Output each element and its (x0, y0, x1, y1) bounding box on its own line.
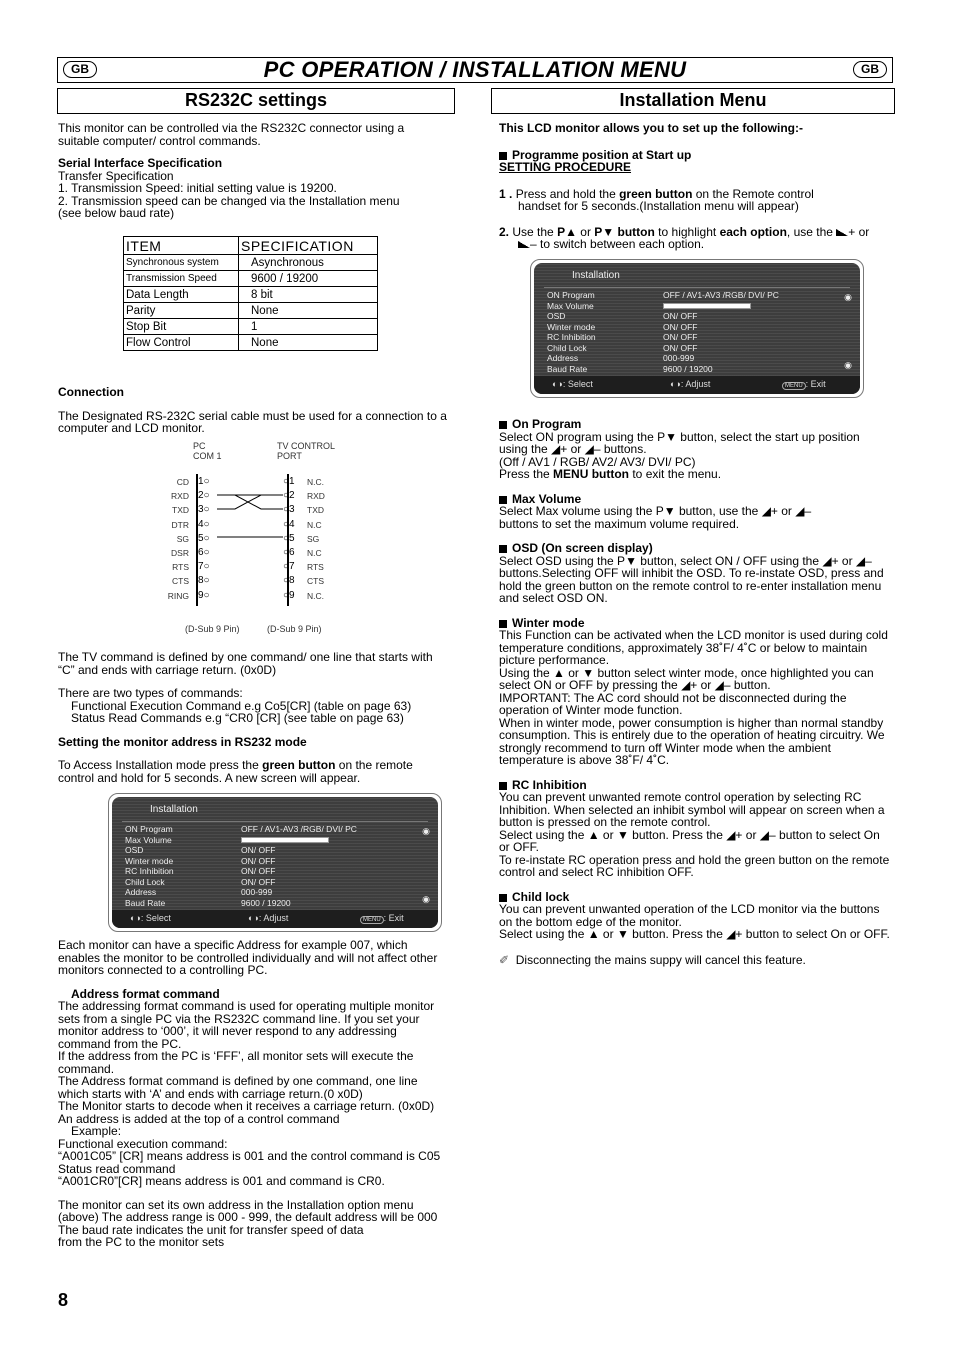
bullet-square-icon (499, 152, 507, 160)
rc-line: To re-instate RC operation press and hold the green button on the remote control and select RC inhibition OFF. (499, 852, 890, 879)
child-line: You can prevent unwanted operation of the LCD monitor via the buttons on the bottom edge of the monitor. (499, 902, 880, 929)
on-program-line: (Off / AV1 / RGB/ AV2/ AV3/ DVI/ PC) (499, 454, 696, 469)
osd-footer (112, 910, 438, 928)
address-format-title: Address format command (71, 986, 220, 1001)
pc-pin-row (165, 561, 219, 575)
adjust-icon: ◐◑ (670, 379, 681, 389)
command-type-1: Functional Execution Command e.g Co5[CR] (table on page 63) (71, 698, 412, 713)
pc-pin-row (165, 476, 219, 490)
osd-adjust-hint (248, 913, 288, 923)
winter-line: When in winter mode, power consumption is higher than normal standby consumption. This is entirely due to the operation of heating circuitry. We strongly recommend to turn off Winter mode when the ambient temperature is above 38˚F/ 4˚C. (499, 715, 885, 767)
osd-row-label: OSD (125, 845, 144, 855)
gb-badge-right: GB (853, 61, 887, 78)
osd-select-hint (552, 379, 593, 389)
menu-key-icon: MENU (782, 382, 806, 390)
pin-name: RXD (171, 491, 189, 502)
osd-row-label: RC Inhibition (547, 332, 596, 342)
osd-row-label: Winter mode (125, 855, 174, 866)
pc-pin-list (165, 476, 219, 604)
osd-footer (534, 376, 860, 394)
pin-name: RING (167, 590, 189, 601)
osd-menu-row (547, 322, 857, 333)
table-row (124, 287, 378, 303)
osd-row-label: Winter mode (547, 321, 596, 332)
adjust-label: : Adjust (258, 913, 289, 923)
pin-number: ○1 (283, 476, 295, 487)
tv-pin-row (283, 590, 343, 604)
osd-row-value: ON/ OFF (663, 311, 698, 321)
right-intro: This LCD monitor allows you to set up the following:- (499, 121, 803, 135)
pc-pin-row (165, 490, 219, 504)
pc-pin-row (165, 547, 219, 561)
pin-number: 8○ (198, 575, 210, 587)
rc-line: Select using the ▲ or ▼ button. Press the ◢+ or ◢– button to select On or OFF. (499, 827, 880, 854)
select-icon: ◐◑ (130, 913, 141, 923)
wire-cross-b (217, 495, 283, 509)
two-types-text: There are two types of commands: (58, 686, 243, 700)
step-2-p-down: P▼ (594, 224, 615, 239)
example-line: Status read command (58, 1161, 176, 1176)
step-2-b: to highlight (654, 224, 720, 239)
installation-osd-right (530, 259, 864, 398)
spec-value: 9600 / 19200 (239, 271, 378, 287)
tv-dsub-label: (D-Sub 9 Pin) (267, 624, 322, 634)
wiring-diagram (165, 441, 345, 637)
osd-menu-row (547, 332, 857, 343)
spec-table (123, 236, 378, 351)
serial-line: 2. Transmission speed can be changed via the Installation menu (58, 193, 400, 208)
osd-title: Installation (150, 804, 198, 815)
pc-label: PC (193, 441, 206, 451)
step-1-post: on the Remote control (692, 186, 814, 201)
page-header (57, 57, 893, 83)
osd-row-value: ON/ OFF (663, 332, 698, 342)
osd-row-label: Address (547, 353, 579, 363)
bullet-square-icon (499, 894, 507, 902)
osd-row-value: ON/ OFF (663, 342, 698, 353)
pin-name: RXD (307, 491, 325, 502)
osd-down-icon: ◉ (844, 360, 852, 370)
osd-divider (544, 287, 850, 288)
rc-title-text: RC Inhibition (512, 777, 587, 792)
winter-line: This Function can be activated when the LCD monitor is used during cold temperature conditions, approximately 38˚F/ 4˚C or below to maintain picture performance. (499, 628, 888, 667)
osd-divider (122, 821, 428, 822)
volume-icon (518, 241, 530, 248)
osd-menu-row (547, 364, 857, 375)
spec-header-item: ITEM (124, 237, 239, 255)
step-1-num: 1 . (499, 186, 513, 201)
com1-label: COM 1 (193, 451, 222, 461)
closing-line: The monitor can set its own address in the Installation option menu (above) The address range is 000 - 999, the default address will be 000 (58, 1197, 438, 1224)
pin-name: TXD (172, 505, 189, 516)
spec-value: 1 (239, 319, 378, 335)
installation-menu-heading: Installation Menu (491, 88, 895, 114)
table-row (124, 303, 378, 319)
osd-row-value: ON/ OFF (241, 876, 276, 887)
spec-value: None (239, 335, 378, 351)
pc-pin-row (165, 533, 219, 547)
step-2-plus: + or (848, 224, 870, 239)
tv-pin-row (283, 519, 343, 533)
pin-name: DSR (171, 547, 189, 558)
osd-menu-row (125, 898, 435, 909)
osd-exit-hint (782, 379, 826, 389)
bullet-square-icon (499, 620, 507, 628)
closing-line: from the PC to the monitor sets (58, 1235, 225, 1249)
osd-section-text: Select OSD using the P▼ button, select ON / OFF using the ◢+ or ◢– buttons.Selecting OFF will inhibit the OSD. To re-instate OSD, press and hold the green button on the remote control to re-enter installation menu and select OSD ON. (499, 553, 884, 605)
step-2-or: or (576, 224, 595, 239)
winter-line: Using the ▲ or ▼ button select winter mode, once highlighted you can select ON or OFF by pressing the ◢+ or ◢– button. (499, 665, 874, 692)
setting-procedure: SETTING PROCEDURE (499, 160, 632, 174)
osd-menu-row (125, 856, 435, 867)
step-2-num: 2. (499, 224, 510, 239)
connection-block (58, 386, 448, 435)
on-program-menu (499, 468, 891, 481)
pin-name: DTR (171, 519, 189, 530)
step-2-each: each option (719, 224, 787, 239)
step-2-c: , use the (786, 224, 837, 239)
spec-header-spec: SPECIFICATION (239, 237, 378, 255)
osd-row-value: ON/ OFF (663, 321, 698, 332)
example-line: Functional execution command: (58, 1136, 228, 1151)
table-row (124, 271, 378, 287)
rs232c-intro: This monitor can be controlled via the RS232C connector using a suitable computer/ control commands. (58, 121, 405, 148)
pin-name: CTS (307, 576, 324, 587)
osd-menu-row (547, 343, 857, 354)
tv-pin-row (283, 561, 343, 575)
pencil-icon: ✐ (499, 952, 510, 967)
serial-line: (see below baud rate) (58, 206, 175, 220)
pin-number: 5○ (198, 532, 210, 544)
osd-row-label: RC Inhibition (125, 866, 174, 876)
osd-row-label: Child Lock (125, 876, 165, 887)
volume-slider (663, 303, 751, 309)
pin-name: CD (176, 477, 189, 487)
pin-number: 7○ (198, 561, 210, 573)
step-2-line2-text: – to switch between each option. (530, 237, 705, 251)
menu-post: to exit the menu. (629, 467, 722, 481)
access-post: on the remote control and hold for 5 seconds. A new screen will appear. (58, 758, 413, 785)
tv-pin-row (283, 476, 343, 490)
pin-number: 6○ (198, 546, 210, 558)
address-format-line: The Monitor starts to decode when it receives a carriage return. (0x0D) (58, 1099, 435, 1113)
step-2-line2 (499, 238, 891, 251)
pin-number: ○4 (283, 518, 295, 530)
pin-number: 2○ (198, 490, 210, 502)
osd-row-label: ON Program (547, 290, 595, 300)
step-1-pre: Press and hold the (515, 186, 620, 201)
example-label: Example: (71, 1124, 122, 1138)
osd-rows (125, 824, 435, 908)
prog-title-text: Programme position at Start up (512, 147, 692, 162)
osd-menu-row (547, 301, 857, 312)
address-format-line: An address is added at the top of a control command (58, 1111, 340, 1126)
pin-number: ○2 (283, 490, 295, 502)
access-text (58, 759, 450, 784)
spec-item: Parity (124, 303, 239, 319)
closing-lines (58, 1199, 450, 1249)
closing-line: The baud rate indicates the unit for transfer speed of data (58, 1222, 364, 1237)
table-row (124, 255, 378, 271)
spec-value: 8 bit (239, 287, 378, 303)
volume-slider (241, 837, 329, 843)
address-format-lines (58, 1000, 450, 1125)
osd-up-icon: ◉ (422, 826, 430, 836)
step-2-p-up: P▲ (557, 224, 577, 239)
osd-row-value: ON/ OFF (241, 855, 276, 866)
spec-item: Synchronous system (124, 255, 239, 271)
rs232c-heading: RS232C settings (57, 88, 455, 114)
osd-menu-row (125, 835, 435, 846)
tv-pin-row (283, 575, 343, 589)
tv-pin-list (283, 476, 343, 604)
pin-name: TXD (307, 505, 324, 516)
serial-line: 1. Transmission Speed: initial setting value is 19200. (58, 181, 337, 195)
wire-cross-a (217, 495, 283, 509)
select-label: : Select (140, 913, 171, 923)
address-format-line: If the address from the PC is ‘FFF’, all monitor sets will execute the command. (58, 1049, 414, 1076)
osd-row-value: 9600 / 19200 (663, 363, 713, 374)
osd-row-value: OFF / AV1-AV3 /RGB/ DVI/ PC (663, 290, 779, 300)
osd-row-label: Baud Rate (125, 897, 166, 908)
osd-row-label: Max Volume (125, 834, 172, 845)
tv-pin-row (283, 504, 343, 518)
child-line: Select using the ▲ or ▼ button. Press the ◢+ button to select On or OFF. (499, 927, 890, 941)
page-title: PC OPERATION / INSTALLATION MENU (263, 57, 687, 82)
gb-badge-left: GB (63, 61, 97, 78)
table-row (124, 335, 378, 351)
osd-adjust-hint (670, 379, 710, 389)
spec-value: Asynchronous (239, 255, 378, 271)
pin-name: N.C (307, 519, 322, 530)
connection-title: Connection (58, 385, 124, 399)
pc-pin-row (165, 519, 219, 533)
exit-label: : Exit (805, 379, 826, 389)
volume-icon (836, 229, 848, 236)
pc-pin-row (165, 504, 219, 518)
max-volume-line: Select Max volume using the P▼ button, use the ◢+ or ◢– (499, 504, 812, 518)
pin-number: ○9 (283, 589, 295, 601)
osd-row-label: Address (125, 887, 157, 897)
max-volume-line: buttons to set the maximum volume required. (499, 516, 740, 531)
osd-row-value: OFF / AV1-AV3 /RGB/ DVI/ PC (241, 824, 357, 834)
pin-number: ○8 (283, 575, 295, 587)
on-program-title (499, 418, 891, 431)
address-format-line: The Address format command is defined by one command, one line which starts with ‘A’ and ends with carriage return.(0 x0D) (58, 1074, 418, 1101)
page-number: 8 (58, 1290, 69, 1310)
example-line: “A001CR0”[CR] means address is 001 and command is CR0. (58, 1174, 385, 1188)
access-pre: To Access Installation mode press the (58, 758, 263, 772)
step-1-bold: green button (619, 186, 693, 201)
right-options-block (499, 418, 891, 966)
pin-name: N.C (307, 547, 322, 558)
osd-row-value: 9600 / 19200 (241, 897, 291, 908)
command-type-2: Status Read Commands e.g “CR0 [CR] (see table on page 63) (71, 711, 404, 725)
osd-rows (547, 290, 857, 374)
spec-item: Stop Bit (124, 319, 239, 335)
bullet-square-icon (499, 782, 507, 790)
pin-name: SG (176, 533, 189, 544)
address-title: Setting the monitor address in RS232 mode (58, 734, 307, 749)
max-volume-title-text: Max Volume (512, 491, 582, 506)
osd-row-value: 000-999 (663, 353, 695, 363)
menu-pre: Press the (499, 467, 554, 481)
note-text: Disconnecting the mains suppy will cancel this feature. (515, 952, 806, 967)
pin-number: ○3 (283, 504, 295, 516)
port-label: PORT (277, 451, 302, 461)
pin-number: 3○ (198, 504, 210, 516)
tv-control-label: TV CONTROL (277, 441, 336, 451)
osd-row-value: ON/ OFF (241, 866, 276, 876)
osd-row-label: Baud Rate (547, 363, 588, 374)
winter-title-text: Winter mode (512, 615, 585, 630)
osd-row-label: OSD (547, 311, 566, 321)
connection-text: The Designated RS-232C serial cable must be used for a connection to a computer and LCD monitor. (58, 408, 447, 435)
osd-row-label: Max Volume (547, 300, 594, 311)
pin-number: 9○ (198, 589, 210, 601)
address-format-line: The addressing format command is used for operating multiple monitor sets from a single PC via the RS232C command line. If you set your monitor address to ‘000’, it will never respond to any addressing command from the PC. (58, 999, 435, 1051)
pin-name: RTS (307, 562, 324, 573)
on-program-title-text: On Program (512, 417, 582, 431)
osd-menu-row (547, 353, 857, 364)
tv-command-text: The TV command is defined by one command/ one line that starts with “C” and ends with carriage return. (0x0D) (58, 650, 433, 677)
menu-bold: MENU button (553, 467, 630, 481)
osd-menu-row (547, 311, 857, 322)
select-label: : Select (562, 379, 593, 389)
pin-number: 4○ (198, 518, 210, 530)
access-bold: green button (262, 758, 336, 772)
osd-menu-row (547, 290, 857, 301)
osd-row-label: ON Program (125, 824, 173, 834)
pin-number: ○6 (283, 546, 295, 558)
osd-menu-row (125, 877, 435, 888)
osd-screen (534, 263, 860, 394)
spec-table-header (124, 237, 378, 255)
note (499, 954, 891, 967)
spec-value: None (239, 303, 378, 319)
osd-section-title (499, 542, 891, 555)
example-line: “A001C05” [CR] means address is 001 and the control command is C05 (58, 1149, 441, 1163)
spec-item: Flow Control (124, 335, 239, 351)
osd-down-icon: ◉ (422, 894, 430, 904)
winter-line: IMPORTANT: The AC cord should not be disconnected during the operation of Winter mode function. (499, 690, 847, 717)
table-row (124, 319, 378, 335)
rc-line: You can prevent unwanted remote control operation by selecting RC Inhibition. When selected an inhibit symbol will appear on screen when a button is pressed on the remote control. (499, 790, 885, 829)
command-block (58, 651, 450, 784)
bullet-square-icon (499, 545, 507, 553)
step-2-a: Use the (512, 224, 558, 239)
example-lines (58, 1138, 450, 1188)
pin-number: ○7 (283, 561, 295, 573)
osd-row-label: Child Lock (547, 342, 587, 353)
tv-pin-row (283, 533, 343, 547)
osd-up-icon: ◉ (844, 292, 852, 302)
bullet-square-icon (499, 496, 507, 504)
bullet-square-icon (499, 421, 507, 429)
installation-osd-left (108, 793, 442, 932)
on-program-line: Select ON program using the P▼ button, select the start up position using the ◢+ or ◢– buttons. (499, 429, 860, 456)
pc-pin-row (165, 575, 219, 589)
step-1-line2: handset for 5 seconds.(Installation menu will appear) (518, 199, 799, 213)
osd-menu-row (125, 887, 435, 898)
osd-row-value: ON/ OFF (241, 845, 276, 855)
spec-item: Transmission Speed (124, 271, 239, 287)
tv-pin-row (283, 490, 343, 504)
right-top-block (499, 122, 891, 251)
serial-line: Transfer Specification (58, 168, 174, 183)
adjust-label: : Adjust (680, 379, 711, 389)
pc-dsub-label: (D-Sub 9 Pin) (185, 624, 240, 634)
tv-pin-row (283, 547, 343, 561)
osd-menu-row (125, 845, 435, 856)
pin-number: ○5 (283, 532, 295, 544)
pin-name: N.C. (307, 477, 324, 487)
osd-menu-row (125, 866, 435, 877)
step-2-button: button (614, 224, 655, 239)
address-block (58, 939, 450, 1249)
exit-label: : Exit (383, 913, 404, 923)
spec-item: Data Length (124, 287, 239, 303)
pin-name: RTS (172, 562, 189, 573)
menu-key-icon: MENU (360, 916, 384, 924)
pin-name: SG (307, 533, 320, 544)
pc-pin-row (165, 590, 219, 604)
specific-address-text: Each monitor can have a specific Address for example 007, which enables the monitor to be controlled individually and will not affect other monitors connected to a controlling PC. (58, 938, 438, 977)
osd-screen (112, 797, 438, 928)
serial-spec-title: Serial Interface Specification (58, 156, 223, 170)
osd-row-value: 000-999 (241, 887, 273, 897)
osd-title: Installation (572, 270, 620, 281)
left-intro-block (58, 122, 448, 220)
pin-number: 1○ (198, 476, 210, 487)
adjust-icon: ◐◑ (248, 913, 259, 923)
select-icon: ◐◑ (552, 379, 563, 389)
pin-name: N.C. (307, 590, 324, 601)
child-title-text: Child lock (512, 889, 570, 904)
osd-menu-row (125, 824, 435, 835)
pin-name: CTS (172, 576, 189, 587)
osd-exit-hint (360, 913, 404, 923)
osd-select-hint (130, 913, 171, 923)
osd-section-title-text: OSD (On screen display) (512, 541, 653, 555)
